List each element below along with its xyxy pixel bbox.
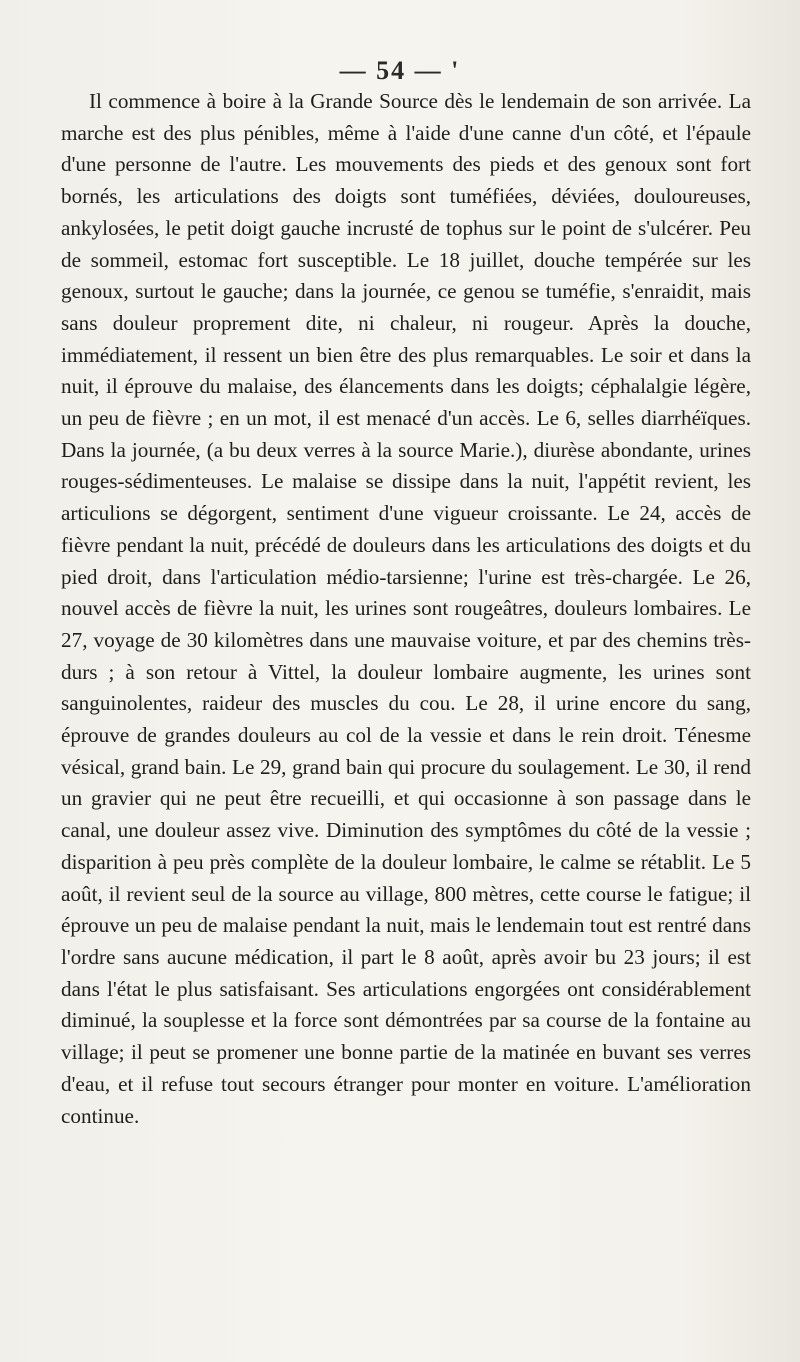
body-paragraph: Il commence à boire à la Grande Source dès le lendemain de son arrivée. La marche est des plus pénibles, même à l'aide d'une canne d'un côté, et l'épaule d'une personne de l'autre. Les mouvements des pieds et des genoux sont fort bornés, les articulations des doigts sont tuméfiées, déviées, douloureuses, ankylosées, le petit doigt gauche incrusté de tophus sur le point de s'ulcérer. Peu de sommeil, estomac fort susceptible. Le 18 juillet, douche tempérée sur les genoux, surtout le gauche; dans la journée, ce genou se tuméfie, s'enraidit, mais sans douleur proprement dite, ni chaleur, ni rougeur. Après la douche, immédiatement, il ressent un bien être des plus remarquables. Le soir et dans la nuit, il éprouve du malaise, des élancements dans les doigts; céphalalgie légère, un peu de fièvre ; en un mot, il est menacé d'un accès. Le 6, selles diarrhéïques. Dans la journée, (a bu deux verres à la source Marie.), diurèse abondante, urines rouges-sédimenteuses. Le malaise se dissipe dans la nuit, l'appétit revient, les articulions se dégorgent, sentiment d'une vigueur croissante. Le 24, accès de fièvre pendant la nuit, précédé de douleurs dans les articulations des doigts et du pied droit, dans l'articulation médio-tarsienne; l'urine est très-chargée. Le 26, nouvel accès de fièvre la nuit, les urines sont rougeâtres, douleurs lombaires. Le 27, voyage de 30 kilomètres dans une mauvaise voiture, et par des chemins très-durs ; à son retour à Vittel, la douleur lombaire augmente, les urines sont sanguinolentes, raideur des muscles du cou. Le 28, il urine encore du sang, éprouve de grandes douleurs au col de la vessie et dans le rein droit. Ténesme vésical, grand bain. Le 29, grand bain qui procure du soulagement. Le 30, il rend un gravier qui ne peut être recueilli, et qui occasionne à son passage dans le canal, une douleur assez vive. Diminution des symptômes du côté de la vessie ; disparition à peu près complète de la douleur lombaire, le calme se rétablit. Le 5 août, il revient seul de la source au village, 800 mètres, cette course le fatigue; il éprouve un peu de malaise pendant la nuit, mais le lendemain tout est rentré dans l'ordre sans aucune médication, il part le 8 août, après avoir bu 23 jours; il est dans l'état le plus satisfaisant. Ses articulations engorgées ont considérablement diminué, la souplesse et la force sont démontrées par sa course de la fontaine au village; il peut se promener une bonne partie de la matinée en buvant ses verres d'eau, et il refuse tout secours étranger pour monter en voiture. L'amélioration continue.: [61, 89, 751, 1128]
page-number: — 54 — ': [339, 56, 461, 85]
